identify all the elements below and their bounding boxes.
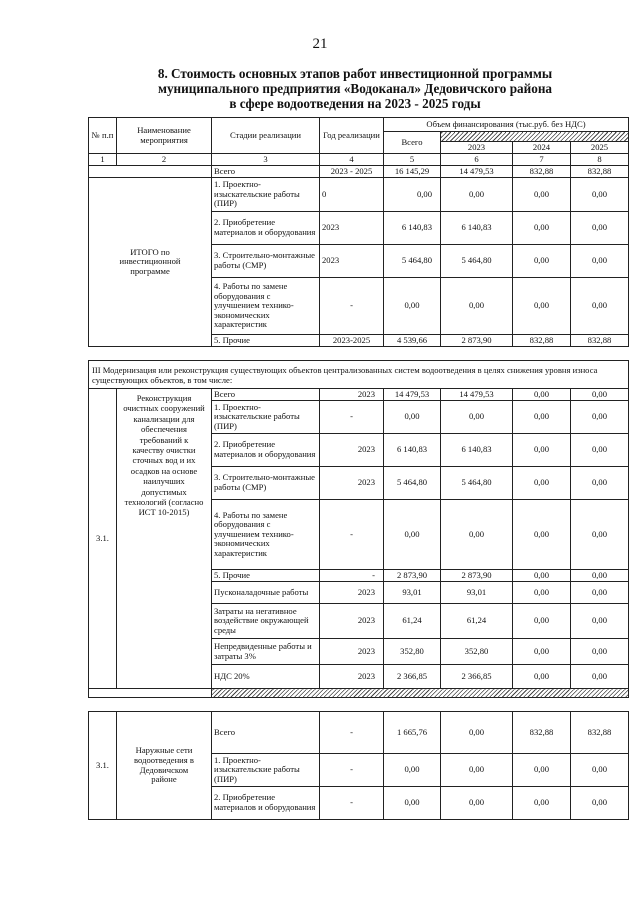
total-cell: 0,00: [384, 754, 441, 787]
col-number: 5: [384, 154, 441, 166]
value-2025-cell: 0,00: [571, 754, 629, 787]
header-year-2023: 2023: [441, 142, 513, 154]
total-cell: 5 464,80: [384, 245, 441, 278]
stage-cell: Всего: [212, 712, 320, 754]
table-row: [89, 166, 629, 178]
stage-cell: Непредвиденные работы и затраты 3%: [212, 639, 320, 665]
year-cell: 2023: [320, 434, 384, 467]
section3-table: [88, 360, 629, 698]
stage-cell: 2. Приобретение материалов и оборудования: [212, 787, 320, 820]
table-row: [89, 389, 629, 401]
year-cell: -: [320, 278, 384, 335]
col-number: 2: [117, 154, 212, 166]
total-cell: 4 539,66: [384, 335, 441, 347]
year-cell: -: [320, 570, 384, 582]
value-2023-cell: 0,00: [441, 278, 513, 335]
value-2023-cell: 93,01: [441, 582, 513, 604]
title-line-2: муниципального предприятия «Водоканал» Дедовичского района: [157, 81, 553, 96]
value-2025-cell: 0,00: [571, 212, 629, 245]
value-2023-cell: 14 479,53: [441, 389, 513, 401]
total-cell: 6 140,83: [384, 212, 441, 245]
empty-cell: [89, 166, 212, 178]
header-total: Всего: [384, 132, 441, 154]
value-2024-cell: 0,00: [513, 665, 571, 689]
total-cell: 1 665,76: [384, 712, 441, 754]
itogo-label: ИТОГО по инвестиционной программе: [89, 178, 212, 347]
value-2024-cell: 832,88: [513, 166, 571, 178]
item-name: Реконструкция очистных сооружений канализации для обеспечения требований к качеству очистки сточных вод и их осадков на основе наилучших допустимых технологий (согласно ИСТ 10-2015): [117, 389, 212, 689]
value-2023-cell: 14 479,53: [441, 166, 513, 178]
value-2023-cell: 0,00: [441, 500, 513, 570]
value-2024-cell: 0,00: [513, 389, 571, 401]
value-2023-cell: 6 140,83: [441, 434, 513, 467]
total-cell: 2 366,85: [384, 665, 441, 689]
value-2024-cell: 0,00: [513, 500, 571, 570]
value-2025-cell: 832,88: [571, 335, 629, 347]
value-2025-cell: 832,88: [571, 712, 629, 754]
networks-table: [88, 711, 629, 820]
total-cell: 61,24: [384, 604, 441, 639]
header-year-2024: 2024: [513, 142, 571, 154]
value-2023-cell: 2 366,85: [441, 665, 513, 689]
value-2025-cell: 0,00: [571, 434, 629, 467]
item-number: 3.1.: [89, 712, 117, 820]
value-2025-cell: 0,00: [571, 570, 629, 582]
stage-cell: Затраты на негативное воздействие окружающей среды: [212, 604, 320, 639]
value-2025-cell: 0,00: [571, 278, 629, 335]
stage-cell: 1. Проектно-изыскательские работы (ПИР): [212, 178, 320, 212]
stage-cell: 5. Прочие: [212, 335, 320, 347]
year-cell: -: [320, 401, 384, 434]
value-2025-cell: 0,00: [571, 604, 629, 639]
header-year: Год реализации: [320, 118, 384, 154]
total-cell: 0,00: [384, 500, 441, 570]
col-number: 4: [320, 154, 384, 166]
total-cell: 14 479,53: [384, 389, 441, 401]
stage-cell: 3. Строительно-монтажные работы (СМР): [212, 467, 320, 500]
stage-cell: Пусконаладочные работы: [212, 582, 320, 604]
value-2025-cell: 0,00: [571, 178, 629, 212]
value-2025-cell: 0,00: [571, 582, 629, 604]
value-2024-cell: 0,00: [513, 604, 571, 639]
value-2025-cell: 0,00: [571, 245, 629, 278]
value-2025-cell: 0,00: [571, 665, 629, 689]
empty-cell: [89, 689, 212, 698]
value-2023-cell: 61,24: [441, 604, 513, 639]
year-cell: -: [320, 754, 384, 787]
year-cell: 2023: [320, 604, 384, 639]
value-2025-cell: 0,00: [571, 401, 629, 434]
value-2025-cell: 0,00: [571, 389, 629, 401]
year-cell: 2023-2025: [320, 335, 384, 347]
item-number: 3.1.: [89, 389, 117, 689]
value-2024-cell: 0,00: [513, 754, 571, 787]
stage-cell: Всего: [212, 389, 320, 401]
title-line-1: 8. Стоимость основных этапов работ инвестиционной программы: [157, 66, 553, 81]
hatched-separator: [89, 689, 629, 698]
year-cell: 2023: [320, 212, 384, 245]
value-2024-cell: 0,00: [513, 245, 571, 278]
value-2024-cell: 0,00: [513, 467, 571, 500]
value-2024-cell: 0,00: [513, 212, 571, 245]
section3-note: III Модернизация или реконструкция существующих объектов централизованных систем водоотведения в целях снижения уровня износа существующих объектов, в том числе:: [89, 361, 629, 389]
year-cell: 2023: [320, 245, 384, 278]
stage-cell: 5. Прочие: [212, 570, 320, 582]
total-cell: 0,00: [384, 401, 441, 434]
col-number: 7: [513, 154, 571, 166]
total-cell: 0,00: [384, 787, 441, 820]
value-2023-cell: 0,00: [441, 754, 513, 787]
value-2024-cell: 832,88: [513, 712, 571, 754]
item-name: Наружные сети водоотведения в Дедовичском районе: [117, 712, 212, 820]
year-cell: 2023: [320, 639, 384, 665]
year-cell: -: [320, 712, 384, 754]
year-cell: -: [320, 500, 384, 570]
total-cell: 16 145,29: [384, 166, 441, 178]
total-cell: 0,00: [384, 278, 441, 335]
value-2025-cell: 0,00: [571, 787, 629, 820]
value-2023-cell: 352,80: [441, 639, 513, 665]
year-cell: 2023: [320, 665, 384, 689]
value-2023-cell: 5 464,80: [441, 245, 513, 278]
stage-cell: 4. Работы по замене оборудования с улучшением технико-экономических характеристик: [212, 500, 320, 570]
header-year-2025: 2025: [571, 142, 629, 154]
col-number: 1: [89, 154, 117, 166]
header-hatch: [441, 132, 629, 142]
year-cell: -: [320, 787, 384, 820]
value-2023-cell: 0,00: [441, 178, 513, 212]
stage-cell: 4. Работы по замене оборудования с улучшением технико-экономических характеристик: [212, 278, 320, 335]
hatch-fill: [212, 689, 629, 698]
document-title: [120, 66, 590, 111]
total-cell: 6 140,83: [384, 434, 441, 467]
header-name: Наименование мероприятия: [117, 118, 212, 154]
stage-cell: 2. Приобретение материалов и оборудования: [212, 434, 320, 467]
value-2024-cell: 0,00: [513, 787, 571, 820]
value-2025-cell: 0,00: [571, 500, 629, 570]
stage-cell: 3. Строительно-монтажные работы (СМР): [212, 245, 320, 278]
value-2024-cell: 0,00: [513, 582, 571, 604]
value-2024-cell: 0,00: [513, 401, 571, 434]
value-2024-cell: 0,00: [513, 278, 571, 335]
total-cell: 2 873,90: [384, 570, 441, 582]
year-cell: 0: [320, 178, 384, 212]
value-2024-cell: 0,00: [513, 570, 571, 582]
col-number: 8: [571, 154, 629, 166]
value-2025-cell: 0,00: [571, 639, 629, 665]
header-financing: Объем финансирования (тыс.руб. без НДС): [384, 118, 629, 132]
table-row: [89, 178, 629, 212]
stage-cell: 1. Проектно-изыскательские работы (ПИР): [212, 754, 320, 787]
column-number-row: [89, 154, 629, 166]
value-2025-cell: 832,88: [571, 166, 629, 178]
stage-cell: НДС 20%: [212, 665, 320, 689]
header-stages: Стадии реализации: [212, 118, 320, 154]
value-2023-cell: 2 873,90: [441, 570, 513, 582]
year-cell: 2023 - 2025: [320, 166, 384, 178]
itogo-table: [88, 117, 629, 347]
title-line-3: в сфере водоотведения на 2023 - 2025 годы: [229, 96, 481, 111]
value-2023-cell: 0,00: [441, 787, 513, 820]
col-number: 6: [441, 154, 513, 166]
value-2023-cell: 2 873,90: [441, 335, 513, 347]
table-row: [89, 712, 629, 754]
value-2024-cell: 0,00: [513, 178, 571, 212]
value-2023-cell: 5 464,80: [441, 467, 513, 500]
year-cell: 2023: [320, 389, 384, 401]
year-cell: 2023: [320, 582, 384, 604]
stage-cell: Всего: [212, 166, 320, 178]
col-number: 3: [212, 154, 320, 166]
total-cell: 0,00: [384, 178, 441, 212]
total-cell: 93,01: [384, 582, 441, 604]
total-cell: 352,80: [384, 639, 441, 665]
value-2025-cell: 0,00: [571, 467, 629, 500]
total-cell: 5 464,80: [384, 467, 441, 500]
value-2024-cell: 0,00: [513, 434, 571, 467]
year-cell: 2023: [320, 467, 384, 500]
value-2024-cell: 0,00: [513, 639, 571, 665]
value-2024-cell: 832,88: [513, 335, 571, 347]
stage-cell: 1. Проектно-изыскательские работы (ПИР): [212, 401, 320, 434]
value-2023-cell: 0,00: [441, 712, 513, 754]
stage-cell: 2. Приобретение материалов и оборудования: [212, 212, 320, 245]
value-2023-cell: 6 140,83: [441, 212, 513, 245]
value-2023-cell: 0,00: [441, 401, 513, 434]
header-num: № п.п: [89, 118, 117, 154]
page-number: 21: [312, 36, 328, 52]
